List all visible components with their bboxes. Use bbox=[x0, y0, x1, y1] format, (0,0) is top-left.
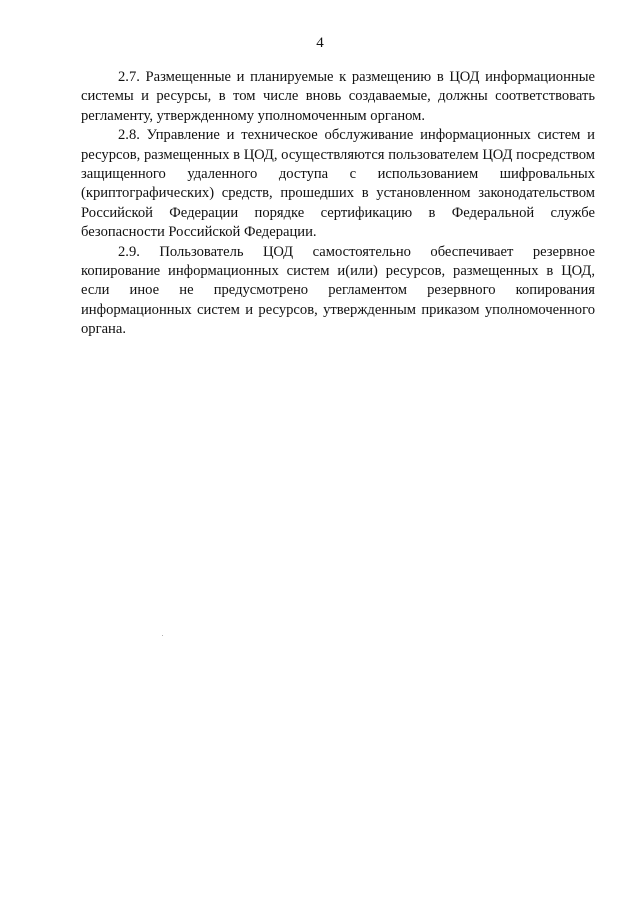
scan-speck bbox=[162, 635, 163, 636]
paragraph-2-9: 2.9. Пользователь ЦОД самостоятельно обеспечивает резервное копирование информационных систем и(или) ресурсов, размещенных в ЦОД, если иное не предусмотрено регламентом резервного копирования информационных систем и ресурсов, утвержденным приказом уполномоченного органа. bbox=[81, 243, 595, 338]
paragraph-2-8: 2.8. Управление и техническое обслуживание информационных систем и ресурсов, размещенных в ЦОД, осуществляются пользователем ЦОД посредством защищенного удаленного доступа с использованием шифровальных (криптографических) средств, прошедших в установленном законодательством Российской Федерации порядке сертификацию в Федеральной службе безопасности Российской Федерации. bbox=[81, 127, 595, 241]
page-number: 4 bbox=[316, 35, 324, 51]
document-body bbox=[81, 68, 595, 340]
paragraph-2-7: 2.7. Размещенные и планируемые к размещению в ЦОД информационные системы и ресурсы, в том числе вновь создаваемые, должны соответствовать регламенту, утвержденному уполномоченным органом. bbox=[81, 69, 595, 124]
